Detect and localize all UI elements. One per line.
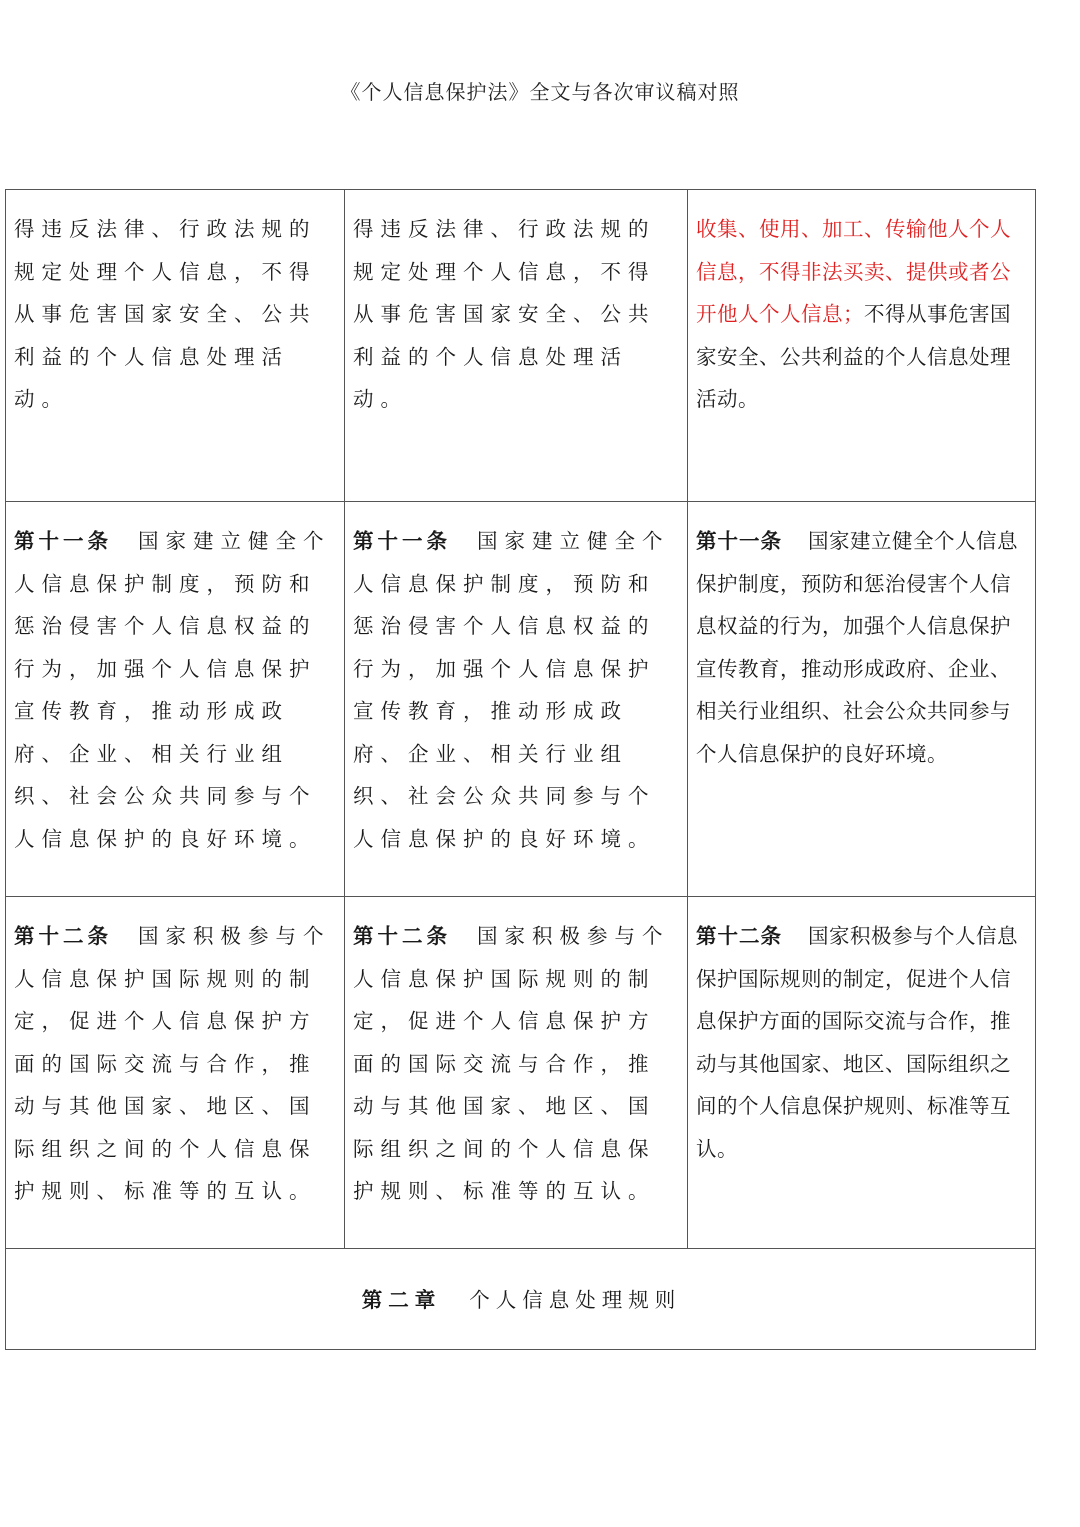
table-row (6, 190, 1036, 502)
comparison-table (5, 189, 1036, 1350)
table-cell (688, 502, 1036, 897)
cell-text: 国家积极参与个人信息保护国际规则的制定，促进个人信息保护方面的国际交流与合作，推动与其他国家、地区、国际组织之间的个人信息保护规则、标准等的互认。 (353, 924, 670, 1203)
table-cell (345, 897, 688, 1249)
table-cell (688, 190, 1036, 502)
cell-text: 国家积极参与个人信息保护国际规则的制定，促进个人信息保护方面的国际交流与合作，推动与其他国家、地区、国际组织之间的个人信息保护规则、标准等的互认。 (14, 924, 331, 1203)
table-cell (345, 502, 688, 897)
cell-text: 国家积极参与个人信息保护国际规则的制定，促进个人信息保护方面的国际交流与合作，推动与其他国家、地区、国际组织之间的个人信息保护规则、标准等互认。 (696, 924, 1018, 1161)
table-cell (688, 897, 1036, 1249)
table-cell (6, 190, 345, 502)
table-row (6, 502, 1036, 897)
page-title: 《个人信息保护法》全文与各次审议稿对照 (340, 80, 740, 104)
cell-text: 国家建立健全个人信息保护制度，预防和惩治侵害个人信息权益的行为，加强个人信息保护宣传教育，推动形成政府、企业、相关行业组织、社会公众共同参与个人信息保护的良好环境。 (14, 529, 331, 851)
chapter-title: 个人信息处理规则 (469, 1288, 682, 1312)
cell-text: 国家建立健全个人信息保护制度，预防和惩治侵害个人信息权益的行为，加强个人信息保护宣传教育，推动形成政府、企业、相关行业组织、社会公众共同参与个人信息保护的良好环境。 (353, 529, 670, 851)
article-label: 第十二条 (353, 924, 451, 948)
article-label: 第十二条 (696, 924, 782, 948)
table-cell (6, 897, 345, 1249)
article-label: 第十一条 (696, 529, 782, 553)
highlighted-text: 收集、使用、加工、传输他人个人信息，不得非法买卖、提供或者公开他人个人信息； (696, 217, 1011, 326)
article-label: 第十一条 (14, 529, 112, 553)
table-cell (6, 502, 345, 897)
cell-text: 得违反法律、行政法规的规定处理个人信息，不得从事危害国家安全、公共利益的个人信息处理活动。 (14, 217, 317, 411)
table-row (6, 897, 1036, 1249)
cell-text: 国家建立健全个人信息保护制度，预防和惩治侵害个人信息权益的行为，加强个人信息保护宣传教育，推动形成政府、企业、相关行业组织、社会公众共同参与个人信息保护的良好环境。 (696, 529, 1018, 766)
article-label: 第十一条 (353, 529, 451, 553)
cell-text: 不得从事危害国家安全、公共利益的个人信息处理活动。 (696, 302, 1011, 411)
cell-text: 得违反法律、行政法规的规定处理个人信息，不得从事危害国家安全、公共利益的个人信息处理活动。 (353, 217, 656, 411)
article-label: 第十二条 (14, 924, 112, 948)
chapter-row (6, 1249, 1036, 1350)
table-cell (345, 190, 688, 502)
chapter-heading (6, 1249, 1036, 1350)
chapter-label: 第二章 (361, 1288, 442, 1312)
